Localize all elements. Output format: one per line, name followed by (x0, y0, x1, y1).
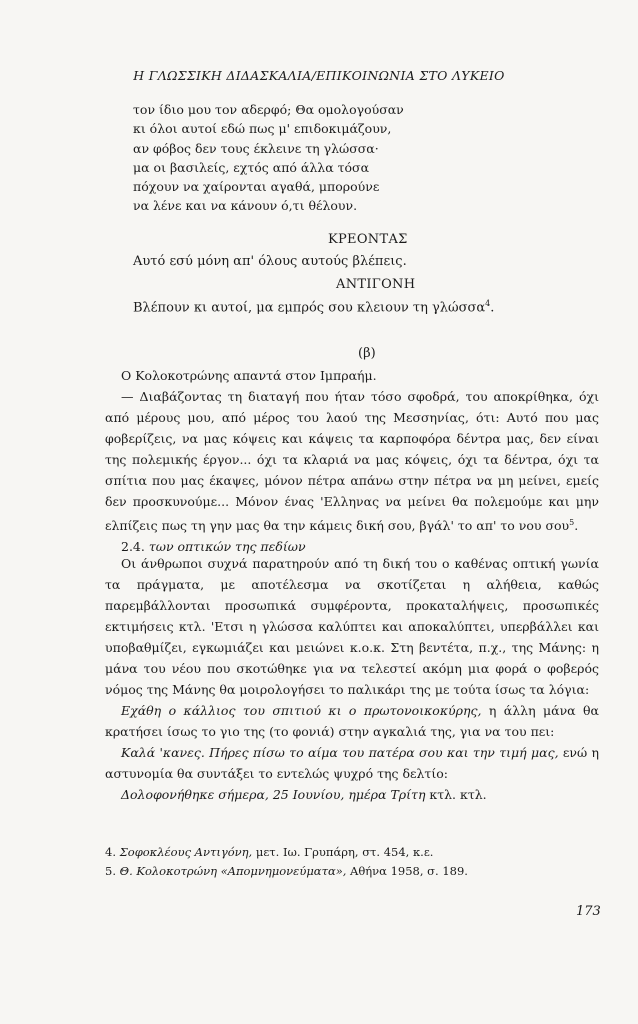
paragraph-other-mother (105, 742, 599, 784)
dialogue-line-kreon: Αυτό εσύ μόνη απ' όλους αυτούς βλέπεις. (133, 254, 407, 269)
speaker-antigone: ΑΝΤΙΓΟΝΗ (336, 277, 416, 292)
police-report-end: κτλ. κτλ. (425, 787, 487, 802)
lament-quote: Εχάθη ο κάλλιος του σπιτιού κι ο πρωτονοικοκύρης, (121, 703, 482, 718)
footnote-source-details: μετ. Ιω. Γρυπάρη, στ. 454, κ.ε. (252, 845, 434, 859)
verse-block (133, 100, 404, 216)
verse-line: τον ίδιο μου τον αδερφό; Θα ομολογούσαν (133, 102, 404, 117)
verse-line: πόχουν να χαίρονται αγαθά, μπορούνε (133, 179, 380, 195)
footnote-ref-5: 5 (569, 518, 575, 527)
police-report-quote: Δολοφονήθηκε σήμερα, 25 Ιουνίου, ημέρα Τρίτη (121, 787, 426, 802)
running-header: Η ΓΛΩΣΣΙΚΗ ΔΙΔΑΣΚΑΛΙΑ/ΕΠΙΚΟΙΝΩΝΙΑ ΣΤΟ ΛΥΚΕΙΟ (133, 68, 505, 83)
verse-line: να λένε και να κάνουν ό,τι θέλουν. (133, 198, 358, 214)
verse-line: αν φόβος δεν τους έκλεινε τη γλώσσα· (133, 140, 379, 156)
paragraph-mother (105, 700, 599, 742)
section-title: των οπτικών της πεδίων (148, 539, 306, 555)
verse-line: κι όλοι αυτοί εδώ πως μ' επιδοκιμάζουν, (133, 121, 392, 137)
footnotes (105, 843, 468, 881)
section-number: 2.4. (121, 539, 145, 555)
footnote-source-title: Σοφοκλέους Αντιγόνη, (119, 845, 253, 859)
speaker-kreon: ΚΡΕΟΝΤΑΣ (328, 232, 408, 247)
section-beta-label: (β) (358, 346, 376, 361)
footnote-ref-4: 4 (485, 299, 491, 308)
paragraph-police (105, 784, 599, 805)
dialogue-line-end: . (490, 300, 495, 316)
footnote-number: 5. (105, 864, 116, 878)
verse-line: μα οι βασιλείς, εχτός από άλλα τόσα (133, 159, 370, 175)
intro-line: Ο Κολοκοτρώνης απαντά στον Ιμπραήμ. (121, 368, 377, 383)
paragraph-perspective: Οι άνθρωποι συχνά παρατηρούν από τη δική του ο καθένας οπτική γωνία τα πράγματα, με αποτέλεσμα να σκοτίζεται η αλήθεια, καθώς παρεμβάλλονται προσωπικά συμφέροντα, προκαταλήψεις, προσωπικές εκτιμήσεις κτλ. 'Ετσι η γλώσσα καλύπτει και αποκαλύπτει, υπερβάλλει και υποβαθμίζει, εγκωμιάζει και μειώνει κ.ο.κ. Στη βεντέτα, π.χ., της Μάνης: η μάνα του νέου που σκοτώθηκε για να τελεστεί ακόμη μια φορά ο φοβερός νόμος της Μάνης θα μοιρολογήσει το παλικάρι της με τούτα ίσως τα λόγια: (105, 556, 599, 697)
footnote-source-details: Αθήνα 1958, σ. 189. (346, 864, 468, 878)
praise-continuation: ενώ η αστυνομία θα συντάξει το εντελώς ψυχρό της δελτίο: (105, 745, 599, 781)
page-number: 173 (576, 904, 601, 919)
lament-continuation: η άλλη μάνα θα κρατήσει ίσως το γιο της (το φονιά) στην αγκαλιά της, για να του πει: (105, 703, 600, 739)
footnote-source-title: Θ. Κολοκοτρώνη «Απομνημονεύματα», (119, 864, 347, 878)
quote-text: — Διαβάζοντας τη διαταγή που ήταν τόσο σφοδρά, του αποκρίθηκα, όχι από μέρους μου, από μέρος του λαού της Μεσσηνίας, ότι: Αυτό που μας φοβερίζεις, να μας κόψεις και κάψεις τα καρποφόρα δέντρα μας, δεν είναι της πολεμικής έργον... όχι τα κλαριά να μας κόψεις, όχι τα δέντρα, όχι τα σπίτια που μας έκαψες, μόνον πέτρα απάνω στην πέτρα να μη μείνει, εμείς δεν προσκυνούμε... Μόνον ένας 'Ελληνας να μείνει θα πολεμούμε και μην ελπίζεις πως τη γην μας θα την κάμεις δική σου, βγάλ' το απ' το νου σου (105, 389, 599, 534)
dialogue-line-antigone (133, 299, 494, 315)
kolokotronis-quote (105, 386, 599, 536)
prose-part-2 (105, 553, 599, 805)
quote-end: . (574, 518, 579, 534)
praise-quote: Καλά 'κανες. Πήρες πίσω το αίμα του πατέρα σου και την τιμή μας, (121, 745, 559, 760)
footnote-4 (105, 843, 468, 862)
dialogue-line-text: Βλέπουν κι αυτοί, μα εμπρός σου κλειουν τη γλώσσα (133, 300, 486, 316)
footnote-5 (105, 862, 468, 881)
prose-part-1 (105, 365, 599, 557)
footnote-number: 4. (105, 845, 116, 859)
